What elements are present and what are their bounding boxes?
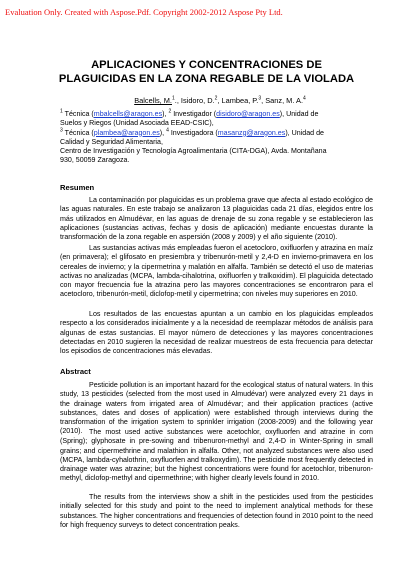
author-sup-2: 2 — [214, 95, 218, 102]
abstract-paragraph-2: The most used active substances were acetochlor, oxyfluorfen and atrazine in corn (Spring); glyphosate in pre-sowing and tribenuron-methyl and 2,4-D in Winter-Spring in small grains; and cipermethrine and malathion in alfalfa. Other, not analyzed substances were also used (MCPA, lambda-cyhalothrin, oxyfluorfen and tralkoxydim). The pesticide most frequently detected in drainage water was atrazine; but the highest concentrations were found for acetochlor, tribenuron-methyl, diclofop-methyl and cipermethrine; with higher clearly levels found in 2010. — [60, 428, 373, 483]
author-isidoro: ., Isidoro, D. — [174, 96, 215, 105]
author-balcells: Balcells, M. — [134, 96, 172, 105]
aff-sup-4: 4 — [166, 127, 169, 134]
aff-text: Investigador ( — [171, 110, 217, 118]
aff-sup-3: 3 — [60, 127, 63, 134]
affiliations — [60, 110, 373, 166]
affiliation-line-2: Suelos y Riegos (Unidad Asociada EEAD-CSIC), — [60, 119, 214, 128]
aff-sup-1: 1 — [60, 108, 63, 115]
email-link-mbalcells[interactable]: mbalcells@aragon.es — [93, 110, 163, 118]
author-sanz: , Sanz, M. A. — [261, 96, 304, 105]
abstract-paragraph-1: Pesticide pollution is an important hazard for the ecological status of natural waters. In this study, 13 pesticides (selected from the most used in Almudévar) were analyzed every 21 days in the drainage waters from irrigated area of Almudévar; and their application practices (active substances, dates and doses of application) were established through interviews during the transformation of the irrigation system to sprinkler irrigation (2008-2009) and the following year (2010). — [60, 381, 373, 436]
aff-text: ), — [159, 128, 167, 137]
paper-title-line-1: APLICACIONES Y CONCENTRACIONES DE — [91, 59, 322, 71]
affiliation-line-4: Calidad y Seguridad Alimentaria, — [60, 137, 163, 146]
aff-text: Técnica ( — [62, 128, 94, 137]
affiliation-line-5: Centro de Investigación y Tecnología Agroalimentaria (CITA-DGA), Avda. Montañana — [60, 147, 327, 156]
affiliation-line-6: 930, 50059 Zaragoza. — [60, 156, 130, 165]
resumen-paragraph-1: La contaminación por plaguicidas es un problema grave que afecta al estado ecológico de las aguas naturales. En este trabajo se analizaron 13 plaguicidas cada 21 días, elegidos entre los más utilizados en Almudévar, en las aguas de drenaje de su zona regable y se establecieron las aplicaciones (sustancias activas, fechas y dosis de aplicación) mediante encuestas durante la transformación de la zona regable en aspersión (2008 y 2009) y el año siguiente (2010). — [60, 196, 373, 242]
watermark: Evaluation Only. Created with Aspose.Pdf. Copyright 2002-2012 Aspose Pty Ltd. — [5, 7, 283, 17]
resumen-paragraph-2: Las sustancias activas más empleadas fueron el acetocloro, oxifluorfen y atrazina en maíz (en primavera); el glifosato en presiembra y tribenurón-metil y 2,4-D en invierno-primavera en los cereales de invierno; y la cipermetrina y malatión en alfalfa. También se detectó el uso de materias activas no analizadas (MCPA, lambda-cihalotrina, oxifluorfen y tralkoxidim). El plaguicida detectado con mayor frecuencia fue la atrazina pero las mayores concentraciones se encontraron para el acetocloro, tribenurón-metil, diclofop-metil y cipermetrina; con niveles muy superiores en 2010. — [60, 244, 373, 299]
resumen-heading: Resumen — [60, 183, 95, 192]
resumen-paragraph-3: Los resultados de las encuestas apuntan a un cambio en los plaguicidas empleados respecto a los considerados inicialmente y a la necesidad de reemplazar métodos de análisis para algunas de estas sustancias. El mayor número de detecciones y las mayores concentraciones detectadas en 2010 sugieren la necesidad de realizar muestreos de esta frecuencia para detectar los episodios de concentraciones más elevadas. — [60, 310, 373, 356]
paper-title-line-2: PLAGUICIDAS EN LA ZONA REGABLE DE LA VIOLADA — [58, 73, 355, 85]
author-sup-4: 4 — [303, 95, 306, 102]
authors — [110, 96, 330, 105]
author-sup-3: 3 — [258, 95, 262, 102]
aff-text: ), — [162, 110, 169, 118]
abstract-heading: Abstract — [60, 367, 91, 376]
affiliation-line-1 — [60, 110, 373, 119]
aff-text: Investigadora ( — [168, 128, 218, 137]
aff-text: ), Unidad de — [285, 128, 324, 137]
aff-text: Técnica ( — [62, 110, 94, 118]
affiliation-line-3 — [60, 129, 373, 138]
email-link-plambea[interactable]: plambea@aragon.es — [93, 128, 160, 137]
author-sup-1: 1 — [171, 95, 175, 102]
email-link-masanzg[interactable]: masanzg@aragon.es — [217, 128, 286, 137]
aff-text: ), Unidad de — [279, 110, 319, 118]
author-lambea: , Lambea, P. — [217, 96, 259, 105]
aff-sup-2: 2 — [168, 108, 172, 115]
email-link-disidoro[interactable]: disidoro@aragon.es — [216, 110, 280, 118]
abstract-paragraph-3: The results from the interviews show a shift in the pesticides used from the pesticides initially selected for this study and point to the need to implement analytical methods for these substances. The higher concentrations and frequencies of detection found in 2010 point to the need for high frequency surveys to detect concentration peaks. — [60, 493, 373, 529]
